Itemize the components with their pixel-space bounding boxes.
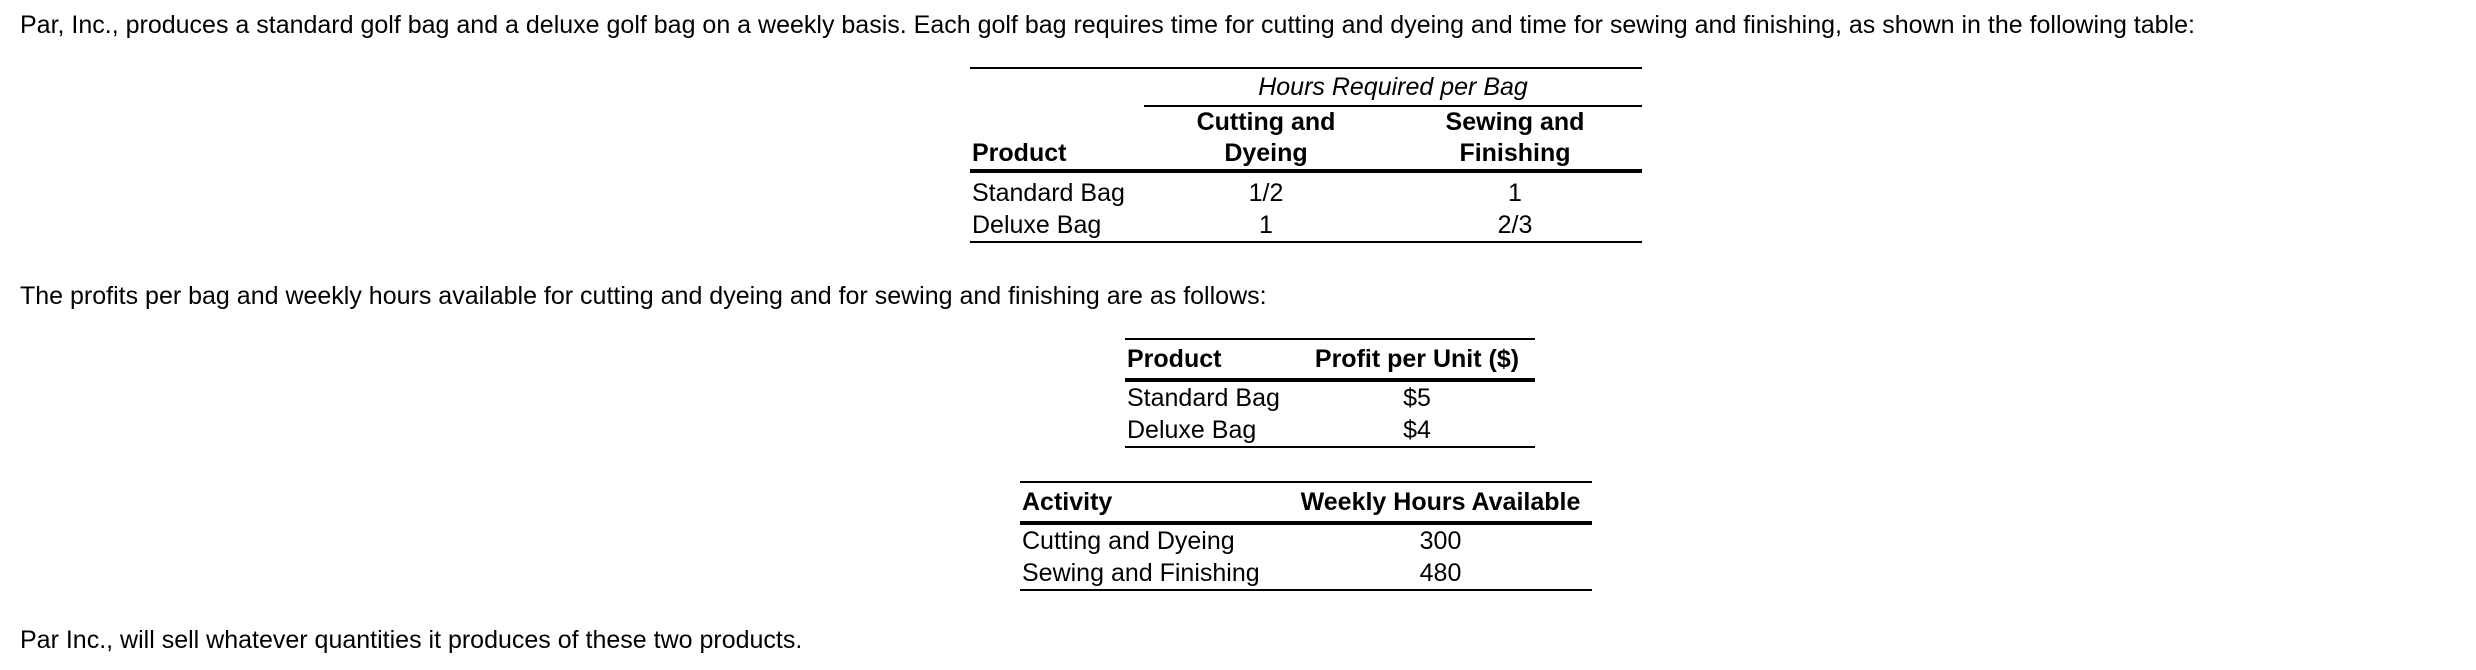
table-group-header-row (970, 68, 1642, 106)
cell-sewing-hours: 1 (1508, 179, 1522, 207)
cell-cutting-hours: 1 (1259, 211, 1273, 239)
table-row (970, 209, 1642, 242)
cell-product: Standard Bag (972, 179, 1125, 207)
table-row (1125, 414, 1535, 447)
col-header-sewing-line1: Sewing and (1445, 108, 1585, 136)
cell-hours: 480 (1419, 559, 1462, 587)
cell-hours: 300 (1419, 527, 1462, 555)
cell-product: Deluxe Bag (972, 211, 1102, 239)
col-header-cutting-dyeing (1144, 106, 1388, 171)
col-header-activity: Activity (1020, 482, 1289, 523)
group-header-hours-required: Hours Required per Bag (1144, 68, 1642, 106)
table-row (1020, 557, 1592, 590)
cell-activity: Cutting and Dyeing (1022, 527, 1235, 555)
intro-paragraph: Par, Inc., produces a standard golf bag and a deluxe golf bag on a weekly basis. Each golf bag requires time for cutting and dyeing and time for sewing and finishing, as shown in the following table: (20, 11, 2195, 39)
col-header-weekly-hours: Weekly Hours Available (1289, 482, 1592, 523)
cell-cutting-hours: 1/2 (1248, 179, 1284, 207)
col-header-cutting-line2: Dyeing (1224, 139, 1308, 167)
table-row (970, 171, 1642, 209)
col-header-cutting-line1: Cutting and (1196, 108, 1336, 136)
hours-available-table (1020, 481, 1592, 591)
table-row (1020, 523, 1592, 557)
cell-profit: $5 (1403, 384, 1431, 412)
table-header-row (1020, 482, 1592, 523)
table-header-row (970, 106, 1642, 171)
col-header-sewing-finishing (1388, 106, 1642, 171)
col-header-product: Product (970, 106, 1144, 171)
hours-required-table (970, 67, 1642, 243)
col-header-sewing-line2: Finishing (1459, 139, 1571, 167)
col-header-product: Product (1125, 339, 1299, 380)
cell-product: Standard Bag (1127, 384, 1280, 412)
profit-table (1125, 338, 1535, 448)
cell-profit: $4 (1403, 416, 1431, 444)
cell-sewing-hours: 2/3 (1497, 211, 1533, 239)
cell-activity: Sewing and Finishing (1022, 559, 1260, 587)
table-header-row (1125, 339, 1535, 380)
col-header-profit: Profit per Unit ($) (1299, 339, 1535, 380)
closing-paragraph: Par Inc., will sell whatever quantities it produces of these two products. (20, 626, 803, 654)
cell-product: Deluxe Bag (1127, 416, 1257, 444)
profit-paragraph: The profits per bag and weekly hours available for cutting and dyeing and for sewing and finishing are as follows: (20, 282, 1267, 310)
table-row (1125, 380, 1535, 414)
